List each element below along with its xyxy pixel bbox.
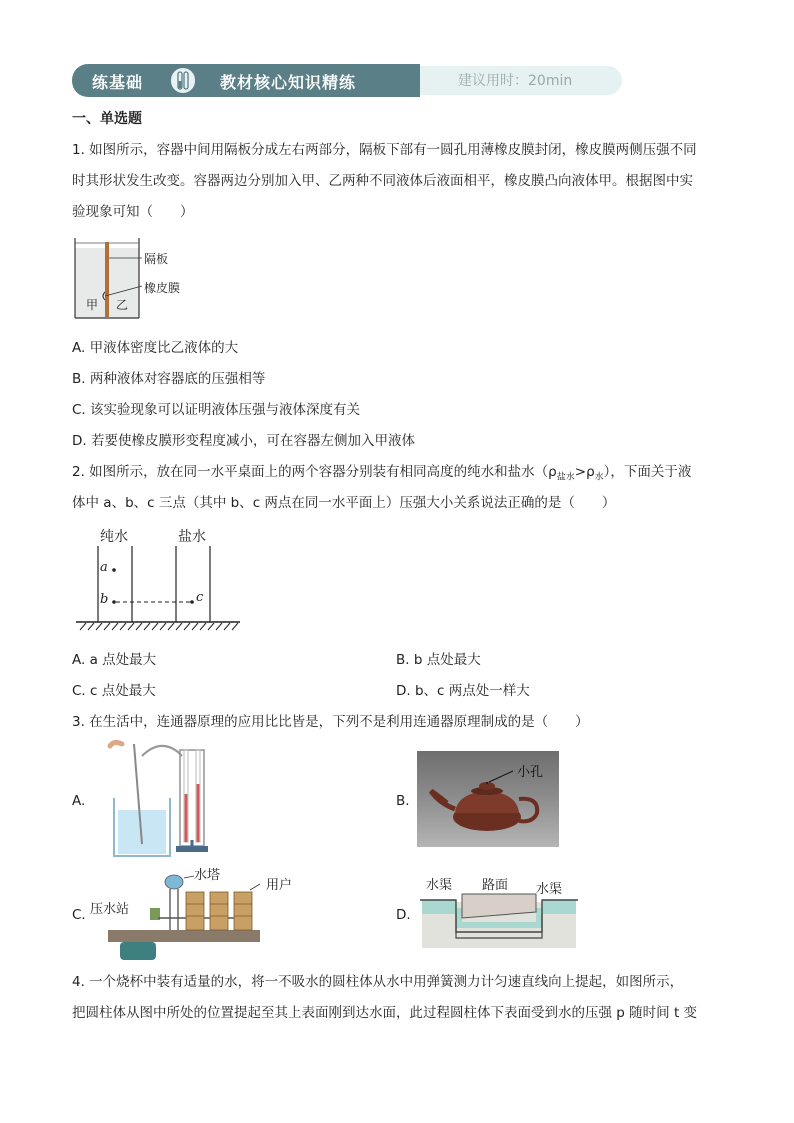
q3-stem-line1: 3. 在生活中，连通器原理的应用比比皆是，下列不是利用连通器原理制成的是（ ）: [72, 714, 589, 730]
q2-option-d[interactable]: D. b、c 两点处一样大: [396, 683, 530, 699]
q3-option-d-label[interactable]: D.: [396, 907, 411, 923]
q3-label-channel-left: 水渠: [426, 878, 453, 893]
suggested-time: 建议用时：20min: [458, 73, 573, 89]
q1-option-d[interactable]: D. 若要使橡皮膜形变程度减小，可在容器左侧加入甲液体: [72, 433, 415, 449]
banner-center-label: 教材核心知识精练: [220, 73, 357, 92]
q3-label-water-tower: 水塔: [194, 868, 221, 883]
q3-label-small-hole: 小孔: [517, 765, 544, 780]
q2-stem-line2: 体中 a、b、c 三点（其中 b、c 两点在同一水平面上）压强大小关系说法正确的是（ ）: [72, 495, 616, 511]
q3-option-c-water-tower-figure[interactable]: [90, 864, 300, 960]
q3-option-d-canal-figure[interactable]: [418, 872, 580, 952]
q3-option-a-label[interactable]: A.: [72, 793, 86, 809]
q2-sub-water: 水: [594, 472, 604, 483]
q1-stem-line2: 时其形状发生改变。容器两边分别加入甲、乙两种不同液体后液面相平，橡皮膜凸向液体甲。根据图中实: [72, 173, 693, 189]
q2-option-a[interactable]: A. a 点处最大: [72, 652, 157, 668]
q1-option-b[interactable]: B. 两种液体对容器底的压强相等: [72, 371, 266, 387]
q1-option-c[interactable]: C. 该实验现象可以证明液体压强与液体深度有关: [72, 402, 361, 418]
q2-stem-line1-a: 2. 如图所示，放在同一水平桌面上的两个容器分别装有相同高度的纯水和盐水（ρ: [72, 464, 557, 480]
q1-container-figure: [72, 236, 202, 320]
header-banner: [72, 64, 622, 97]
q1-option-a[interactable]: A. 甲液体密度比乙液体的大: [72, 340, 239, 356]
q2-stem-line1: [72, 463, 691, 487]
q2-label-a: a: [100, 560, 108, 575]
q3-label-pump-station: 压水站: [90, 902, 130, 917]
q4-stem-line1: 4. 一个烧杯中装有适量的水，将一不吸水的圆柱体从水中用弹簧测力计匀速直线向上提起，如图所示，: [72, 974, 684, 990]
q1-label-membrane: 橡皮膜: [144, 281, 181, 295]
q1-label-partition: 隔板: [144, 252, 169, 266]
banner-left-label: 练基础: [92, 73, 144, 92]
q3-option-c-label[interactable]: C.: [72, 907, 86, 923]
q1-label-jia: 甲: [86, 298, 99, 312]
q2-label-c: c: [196, 590, 204, 605]
q3-option-b-teapot-photo[interactable]: [417, 751, 559, 847]
q2-label-b: b: [100, 592, 109, 607]
q2-option-c[interactable]: C. c 点处最大: [72, 683, 156, 699]
test-tube-icon: [170, 67, 196, 94]
q2-sub-salt: 盐水: [556, 472, 575, 483]
q4-stem-line2: 把圆柱体从图中所处的位置提起至其上表面刚到达水面，此过程圆柱体下表面受到水的压强 p 随时间 t 变: [72, 1005, 698, 1021]
section-title: 一、单选题: [72, 111, 142, 127]
q3-label-user: 用户: [266, 878, 293, 893]
q2-label-salt-water: 盐水: [178, 529, 206, 545]
q3-manometer-drawing: [100, 736, 222, 860]
q1-label-yi: 乙: [116, 298, 129, 312]
q2-stem-line1-b: ），下面关于液: [603, 464, 692, 480]
q2-option-b[interactable]: B. b 点处最大: [396, 652, 481, 668]
q3-option-a-manometer-figure[interactable]: [100, 736, 222, 860]
q2-label-pure-water: 纯水: [100, 529, 128, 545]
q1-stem-line1: 1. 如图所示，容器中间用隔板分成左右两部分，隔板下部有一圆孔用薄橡皮膜封闭，橡皮膜两侧压强不同: [72, 142, 697, 158]
q3-label-channel-right: 水渠: [536, 882, 563, 897]
q3-option-b-label[interactable]: B.: [396, 793, 410, 809]
q2-two-containers-figure: [74, 526, 244, 638]
q1-stem-line3: 验现象可知（ ）: [72, 204, 194, 220]
q2-gt: >ρ: [574, 464, 595, 480]
q3-label-road: 路面: [482, 878, 509, 893]
